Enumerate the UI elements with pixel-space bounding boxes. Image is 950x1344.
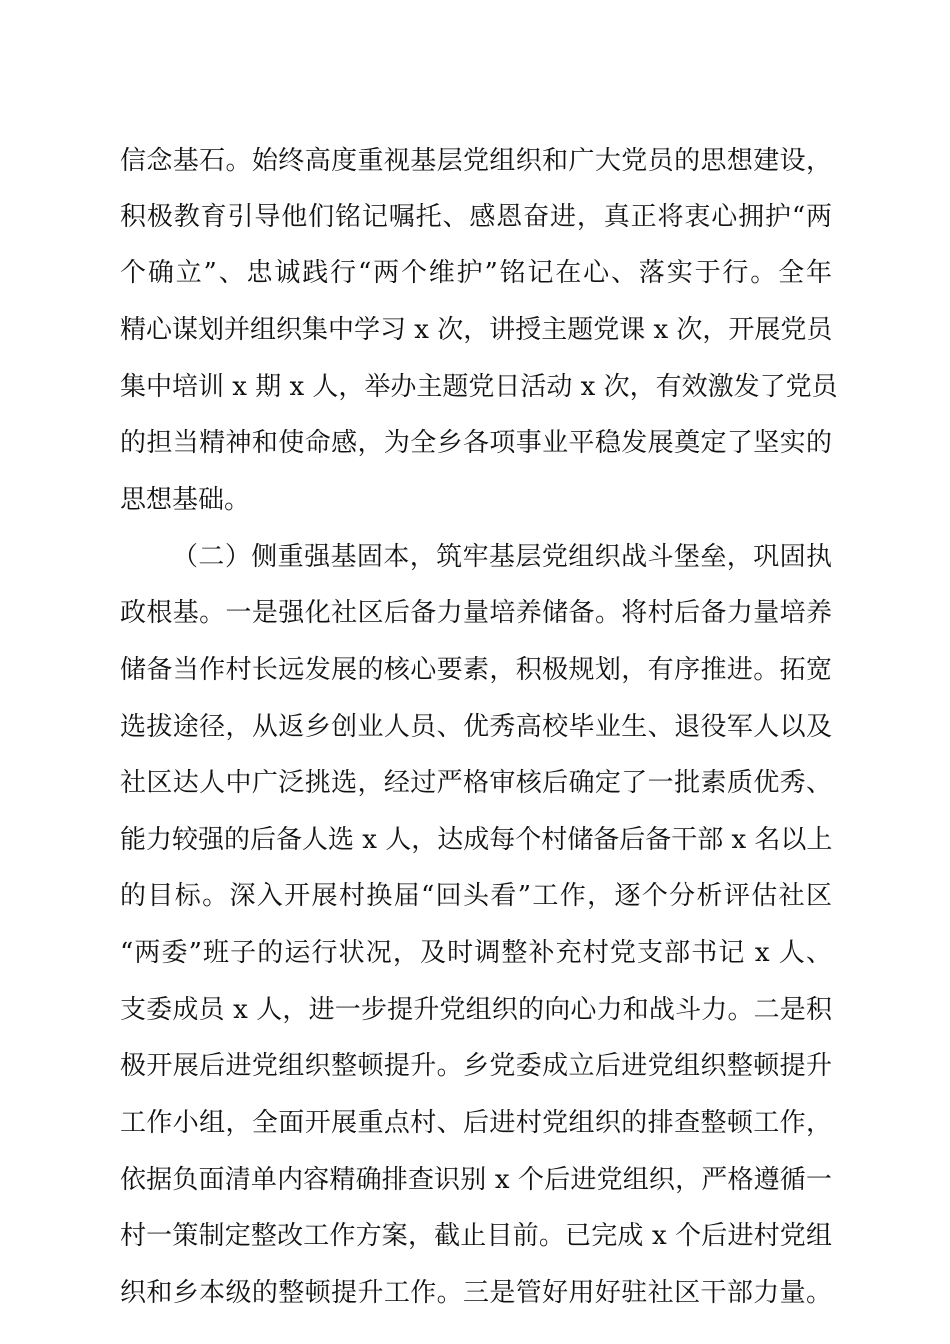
text-line: 的担当精神和使命感，为全乡各项事业平稳发展奠定了坚实的 <box>120 428 832 458</box>
text-line: 村一策制定整改工作方案，截止目前。已完成 x 个后进村党组 <box>120 1221 832 1251</box>
text-line: 精心谋划并组织集中学习 x 次，讲授主题党课 x 次，开展党员 <box>120 315 833 345</box>
text-line: 思想基础。 <box>120 485 251 515</box>
text-line: 社区达人中广泛挑选，经过严格审核后确定了一批素质优秀、 <box>120 768 832 798</box>
text-line: 信念基石。始终高度重视基层党组织和广大党员的思想建设， <box>120 146 832 176</box>
text-line: 支委成员 x 人，进一步提升党组织的向心力和战斗力。二是积 <box>120 995 832 1025</box>
text-line: “两委”班子的运行状况，及时调整补充村党支部书记 x 人、 <box>120 938 832 968</box>
text-line: 积极教育引导他们铭记嘱托、感恩奋进，真正将衷心拥护“两 <box>120 202 832 232</box>
text-line: 极开展后进党组织整顿提升。乡党委成立后进党组织整顿提升 <box>120 1051 832 1081</box>
text-line: 工作小组，全面开展重点村、后进村党组织的排查整顿工作， <box>120 1108 832 1138</box>
text-line: 选拔途径，从返乡创业人员、优秀高校毕业生、退役军人以及 <box>120 712 832 742</box>
text-line: 集中培训 x 期 x 人，举办主题党日活动 x 次，有效激发了党员 <box>120 372 838 402</box>
text-line: 政根基。一是强化社区后备力量培养储备。将村后备力量培养 <box>120 598 832 628</box>
text-line: 能力较强的后备人选 x 人，达成每个村储备后备干部 x 名以上 <box>120 825 833 855</box>
text-line: 个确立”、忠诚践行“两个维护”铭记在心、落实于行。全年 <box>120 258 832 288</box>
section-heading-line: （二）侧重强基固本，筑牢基层党组织战斗堡垒，巩固执 <box>172 542 832 572</box>
text-line: 储备当作村长远发展的核心要素，积极规划，有序推进。拓宽 <box>120 655 832 685</box>
text-line: 依据负面清单内容精确排查识别 x 个后进党组织，严格遵循一 <box>120 1165 832 1195</box>
text-line: 织和乡本级的整顿提升工作。三是管好用好驻社区干部力量。 <box>120 1278 832 1308</box>
text-line: 的目标。深入开展村换届“回头看”工作，逐个分析评估社区 <box>120 881 832 911</box>
